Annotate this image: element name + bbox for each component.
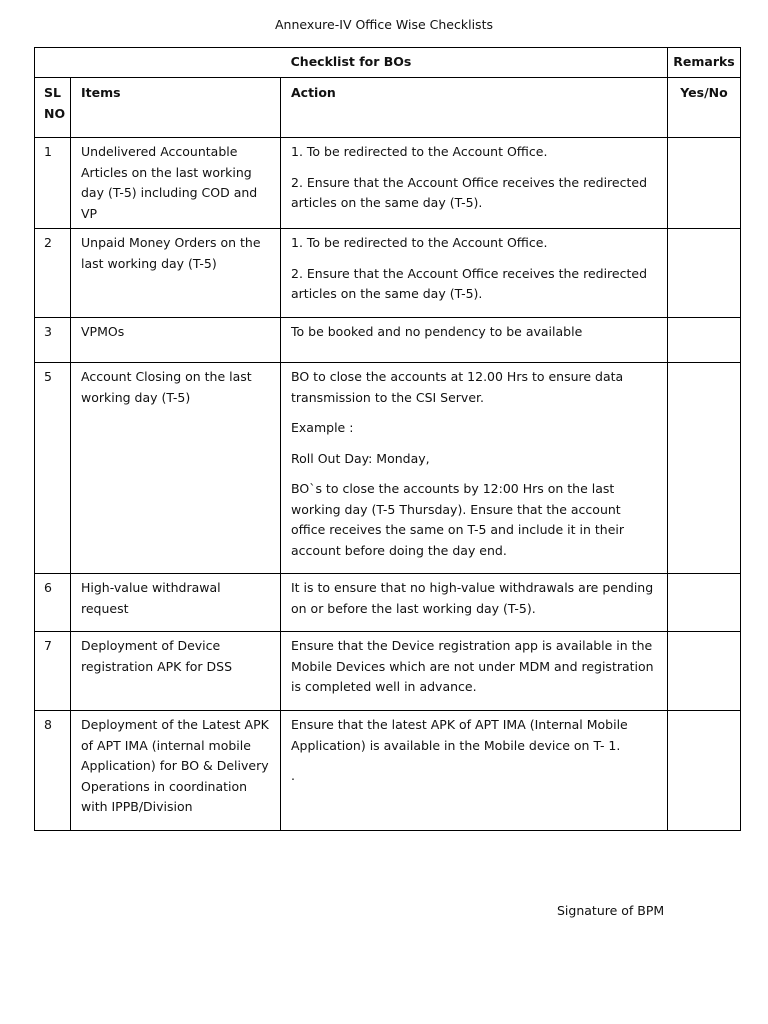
- item-cell: Deployment of the Latest APK of APT IMA (internal mobile Application) for BO & Delivery Operations in coordination with IPPB/Division: [71, 711, 281, 831]
- action-cell: [281, 711, 668, 831]
- checklist-table: [34, 47, 741, 831]
- item-cell: VPMOs: [71, 318, 281, 363]
- action-text: It is to ensure that no high-value withdrawals are pending on or before the last working day (T-5).: [291, 580, 654, 616]
- table-row: [35, 229, 741, 318]
- action-cell: [281, 138, 668, 229]
- yes-no-header: Yes/No: [668, 78, 741, 138]
- item-cell: Deployment of Device registration APK for DSS: [71, 632, 281, 711]
- remarks-cell: [668, 318, 741, 363]
- action-text: BO`s to close the accounts by 12:00 Hrs on the last working day (T-5 Thursday). Ensure that the account office receives the same on T-5 and include it in their account before doing the day end.: [291, 481, 624, 558]
- table-row: [35, 574, 741, 632]
- action-cell: [281, 574, 668, 632]
- item-cell: High-value withdrawal request: [71, 574, 281, 632]
- action-cell: [281, 363, 668, 574]
- table-row: [35, 363, 741, 574]
- action-cell: [281, 632, 668, 711]
- remarks-cell: [668, 138, 741, 229]
- sl-cell: 3: [35, 318, 71, 363]
- remarks-cell: [668, 632, 741, 711]
- action-text: Ensure that the Device registration app is available in the Mobile Devices which are not under MDM and registration is completed well in advance.: [291, 638, 654, 694]
- sl-no-label: SL NO: [44, 85, 66, 121]
- remarks-header-cell: Remarks: [668, 48, 741, 78]
- sl-cell: 1: [35, 138, 71, 229]
- item-cell: Undelivered Accountable Articles on the last working day (T-5) including COD and VP: [71, 138, 281, 229]
- action-text: Ensure that the latest APK of APT IMA (Internal Mobile Application) is available in the Mobile device on T- 1.: [291, 717, 628, 753]
- action-text: 1. To be redirected to the Account Office.: [291, 144, 548, 159]
- table-header-row: [35, 48, 741, 78]
- items-header: Items: [71, 78, 281, 138]
- item-cell: Unpaid Money Orders on the last working day (T-5): [71, 229, 281, 318]
- signature-label: Signature of BPM: [557, 903, 665, 918]
- action-text: 2. Ensure that the Account Office receives the redirected articles on the same day (T-5).: [291, 265, 647, 301]
- column-header-row: [35, 78, 741, 138]
- sl-cell: 8: [35, 711, 71, 831]
- remarks-cell: [668, 711, 741, 831]
- action-text: Roll Out Day: Monday,: [291, 450, 430, 466]
- action-text: Example :: [291, 420, 354, 435]
- table-row: [35, 632, 741, 711]
- action-header: Action: [281, 78, 668, 138]
- table-row: [35, 318, 741, 363]
- sl-cell: 6: [35, 574, 71, 632]
- table-row: [35, 138, 741, 229]
- action-text: 1. To be redirected to the Account Office.: [291, 235, 548, 250]
- remarks-cell: [668, 574, 741, 632]
- sl-no-header: [35, 78, 71, 138]
- action-text: BO to close the accounts at 12.00 Hrs to ensure data transmission to the CSI Server.: [291, 369, 624, 405]
- sl-cell: 5: [35, 363, 71, 574]
- action-text: 2. Ensure that the Account Office receives the redirected articles on the same day (T-5).: [291, 174, 647, 210]
- remarks-cell: [668, 229, 741, 318]
- action-cell: [281, 318, 668, 363]
- action-text: .: [291, 768, 295, 783]
- item-cell: Account Closing on the last working day (T-5): [71, 363, 281, 574]
- checklist-title-cell: Checklist for BOs: [35, 48, 668, 78]
- action-text: To be booked and no pendency to be available: [291, 324, 583, 339]
- action-cell: [281, 229, 668, 318]
- page-title: Annexure-IV Office Wise Checklists: [275, 17, 493, 32]
- remarks-cell: [668, 363, 741, 574]
- table-row: [35, 711, 741, 831]
- sl-cell: 2: [35, 229, 71, 318]
- sl-cell: 7: [35, 632, 71, 711]
